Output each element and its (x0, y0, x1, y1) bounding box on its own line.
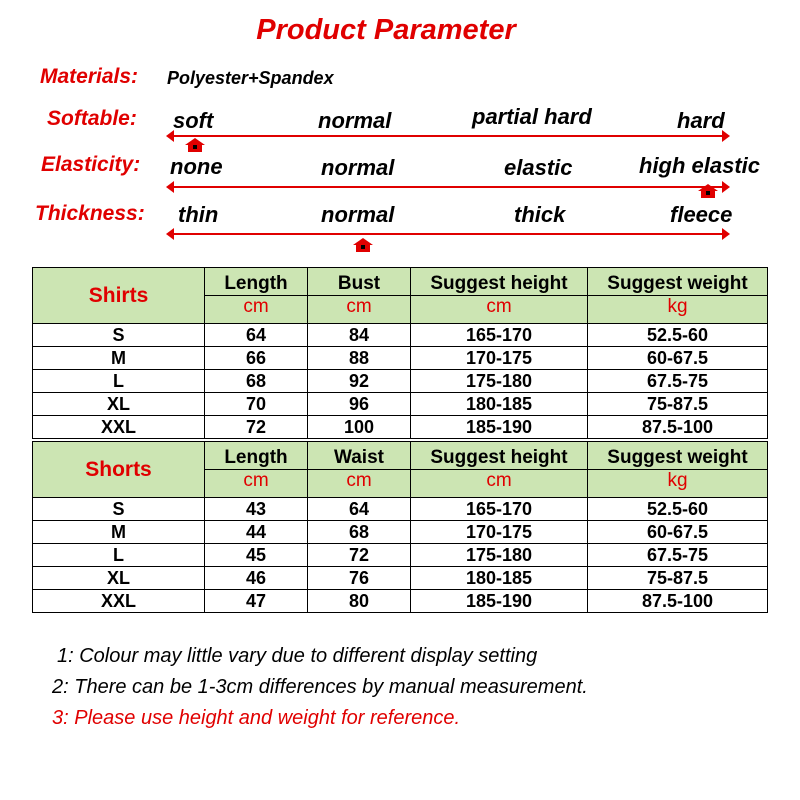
table-cell: 175-180 (411, 370, 588, 393)
table-cell: L (33, 370, 205, 393)
table-cell: S (33, 498, 205, 521)
shirts-size-table (32, 267, 768, 439)
table-cell: XL (33, 393, 205, 416)
table-row (33, 590, 768, 613)
table-row (33, 498, 768, 521)
table-cell: 76 (308, 567, 411, 590)
table-row (33, 544, 768, 567)
table-cell: 96 (308, 393, 411, 416)
column-header: Bust (308, 268, 411, 296)
table-cell: 180-185 (411, 567, 588, 590)
table-row (33, 567, 768, 590)
softable-option: soft (173, 108, 214, 133)
elasticity-option: normal (321, 155, 395, 180)
table-row (33, 521, 768, 544)
table-row (33, 347, 768, 370)
unit-label: cm (411, 296, 588, 324)
unit-label: cm (308, 470, 411, 498)
table-cell: 88 (308, 347, 411, 370)
softable-option: partial hard (472, 104, 592, 129)
materials-value: Polyester+Spandex (167, 68, 334, 88)
table-row (33, 324, 768, 347)
shirts-category: Shirts (33, 268, 205, 324)
elasticity-option: high elastic (639, 153, 761, 178)
table-cell: 66 (205, 347, 308, 370)
table-cell: 46 (205, 567, 308, 590)
elasticity-scale-arrow (170, 186, 726, 188)
thickness-option: thin (178, 202, 219, 227)
table-cell: 80 (308, 590, 411, 613)
table-cell: 75-87.5 (588, 567, 768, 590)
unit-label: cm (205, 470, 308, 498)
table-cell: 43 (205, 498, 308, 521)
softable-option: normal (318, 108, 392, 133)
table-cell: 165-170 (411, 324, 588, 347)
note-1: 1: Colour may little vary due to different display setting (57, 645, 538, 667)
column-header: Suggest weight (588, 268, 768, 296)
table-cell: 64 (205, 324, 308, 347)
softable-selected-marker (185, 138, 205, 152)
table-cell: 87.5-100 (588, 416, 768, 439)
page-title: Product Parameter (256, 14, 516, 46)
unit-label: kg (588, 470, 768, 498)
thickness-option: fleece (670, 202, 733, 227)
column-header: Suggest weight (588, 442, 768, 470)
table-cell: M (33, 521, 205, 544)
unit-label: kg (588, 296, 768, 324)
elasticity-label: Elasticity: (41, 153, 141, 176)
softable-scale-arrow (170, 135, 726, 137)
table-cell: 60-67.5 (588, 347, 768, 370)
elasticity-selected-marker (698, 184, 718, 198)
table-cell: 75-87.5 (588, 393, 768, 416)
shorts-size-table (32, 441, 768, 613)
table-cell: 45 (205, 544, 308, 567)
table-cell: 92 (308, 370, 411, 393)
table-cell: 180-185 (411, 393, 588, 416)
thickness-label: Thickness: (35, 202, 145, 225)
table-cell: 165-170 (411, 498, 588, 521)
table-cell: 68 (308, 521, 411, 544)
table-cell: 100 (308, 416, 411, 439)
column-header: Suggest height (411, 268, 588, 296)
table-cell: 84 (308, 324, 411, 347)
table-cell: 67.5-75 (588, 544, 768, 567)
table-cell: 185-190 (411, 416, 588, 439)
softable-option: hard (677, 108, 725, 133)
table-cell: XXL (33, 590, 205, 613)
thickness-option: normal (321, 202, 395, 227)
table-cell: XXL (33, 416, 205, 439)
column-header: Length (205, 442, 308, 470)
note-3: 3: Please use height and weight for reference. (52, 707, 461, 729)
table-cell: 175-180 (411, 544, 588, 567)
column-header: Suggest height (411, 442, 588, 470)
table-cell: 70 (205, 393, 308, 416)
table-cell: 64 (308, 498, 411, 521)
table-cell: 52.5-60 (588, 324, 768, 347)
column-header: Waist (308, 442, 411, 470)
table-cell: 68 (205, 370, 308, 393)
note-2: 2: There can be 1-3cm differences by manual measurement. (52, 676, 588, 698)
unit-label: cm (308, 296, 411, 324)
softable-label: Softable: (47, 107, 137, 130)
table-cell: 72 (205, 416, 308, 439)
table-cell: 185-190 (411, 590, 588, 613)
shorts-category: Shorts (33, 442, 205, 498)
thickness-scale-arrow (170, 233, 726, 235)
table-cell: 52.5-60 (588, 498, 768, 521)
table-cell: 67.5-75 (588, 370, 768, 393)
table-cell: 47 (205, 590, 308, 613)
table-cell: 170-175 (411, 347, 588, 370)
table-cell: 170-175 (411, 521, 588, 544)
table-cell: 72 (308, 544, 411, 567)
table-cell: 87.5-100 (588, 590, 768, 613)
table-cell: 60-67.5 (588, 521, 768, 544)
elasticity-option: none (170, 154, 223, 179)
unit-label: cm (411, 470, 588, 498)
thickness-selected-marker (353, 238, 373, 252)
table-row (33, 370, 768, 393)
table-row (33, 393, 768, 416)
table-cell: S (33, 324, 205, 347)
table-row (33, 416, 768, 439)
table-cell: 44 (205, 521, 308, 544)
table-cell: M (33, 347, 205, 370)
materials-label: Materials: (40, 65, 139, 88)
table-cell: L (33, 544, 205, 567)
thickness-option: thick (514, 202, 566, 227)
unit-label: cm (205, 296, 308, 324)
table-cell: XL (33, 567, 205, 590)
elasticity-option: elastic (504, 155, 573, 180)
column-header: Length (205, 268, 308, 296)
